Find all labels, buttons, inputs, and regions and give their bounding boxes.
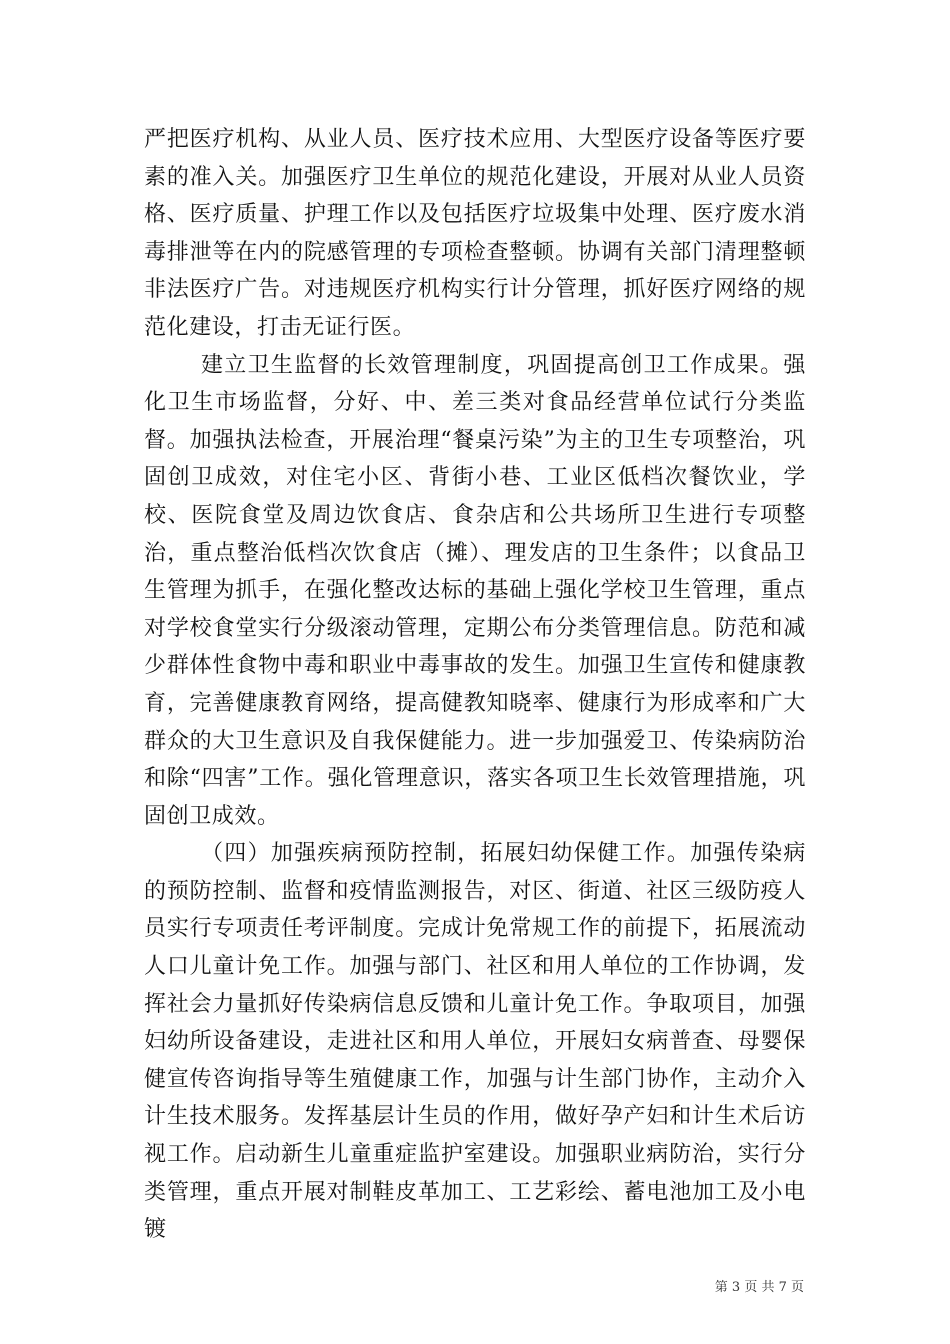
paragraph-disease-prevention: （四）加强疾病预防控制，拓展妇幼保健工作。加强传染病的预防控制、监督和疫情监测报告，对区、街道、社区三级防疫人员实行专项责任考评制度。完成计免常规工作的前提下，拓展流动人口儿童计免工作。加强与部门、社区和用人单位的工作协调，发挥社会力量抓好传染病信息反馈和儿童计免工作。争取项目，加强妇幼所设备建设，走进社区和用人单位，开展妇女病普查、母婴保健宣传咨询指导等生殖健康工作，加强与计生部门协作，主动介入计生技术服务。发挥基层计生员的作用，做好孕产妇和计生术后访视工作。启动新生儿童重症监护室建设。加强职业病防治，实行分类管理，重点开展对制鞋皮革加工、工艺彩绘、蓄电池加工及小电镀: [144, 841, 806, 1243]
page-number: 第 3 页 共 7 页: [714, 1280, 804, 1295]
paragraph-health-supervision: 建立卫生监督的长效管理制度，巩固提高创卫工作成果。强化卫生市场监督，分好、中、差三类对食品经营单位试行分类监督。加强执法检查，开展治理“餐桌污染”为主的卫生专项整治，巩固创卫成效，对住宅小区、背街小巷、工业区低档次餐饮业，学校、医院食堂及周边饮食店、食杂店和公共场所卫生进行专项整治，重点整治低档次饮食店（摊）、理发店的卫生条件；以食品卫生管理为抓手，在强化整改达标的基础上强化学校卫生管理，重点对学校食堂实行分级滚动管理，定期公布分类管理信息。防范和减少群体性食物中毒和职业中毒事故的发生。加强卫生宣传和健康教育，完善健康教育网络，提高健教知晓率、健康行为形成率和广大群众的大卫生意识及自我保健能力。进一步加强爱卫、传染病防治和除“四害”工作。强化管理意识，落实各项卫生长效管理措施，巩固创卫成效。: [144, 352, 806, 829]
paragraph-medical-access: 严把医疗机构、从业人员、医疗技术应用、大型医疗设备等医疗要素的准入关。加强医疗卫生单位的规范化建设，开展对从业人员资格、医疗质量、护理工作以及包括医疗垃圾集中处理、医疗废水消毒排泄等在内的院感管理的专项检查整顿。协调有关部门清理整顿非法医疗广告。对违规医疗机构实行计分管理，抓好医疗网络的规范化建设，打击无证行医。: [144, 127, 806, 340]
document-body: [144, 121, 806, 1249]
